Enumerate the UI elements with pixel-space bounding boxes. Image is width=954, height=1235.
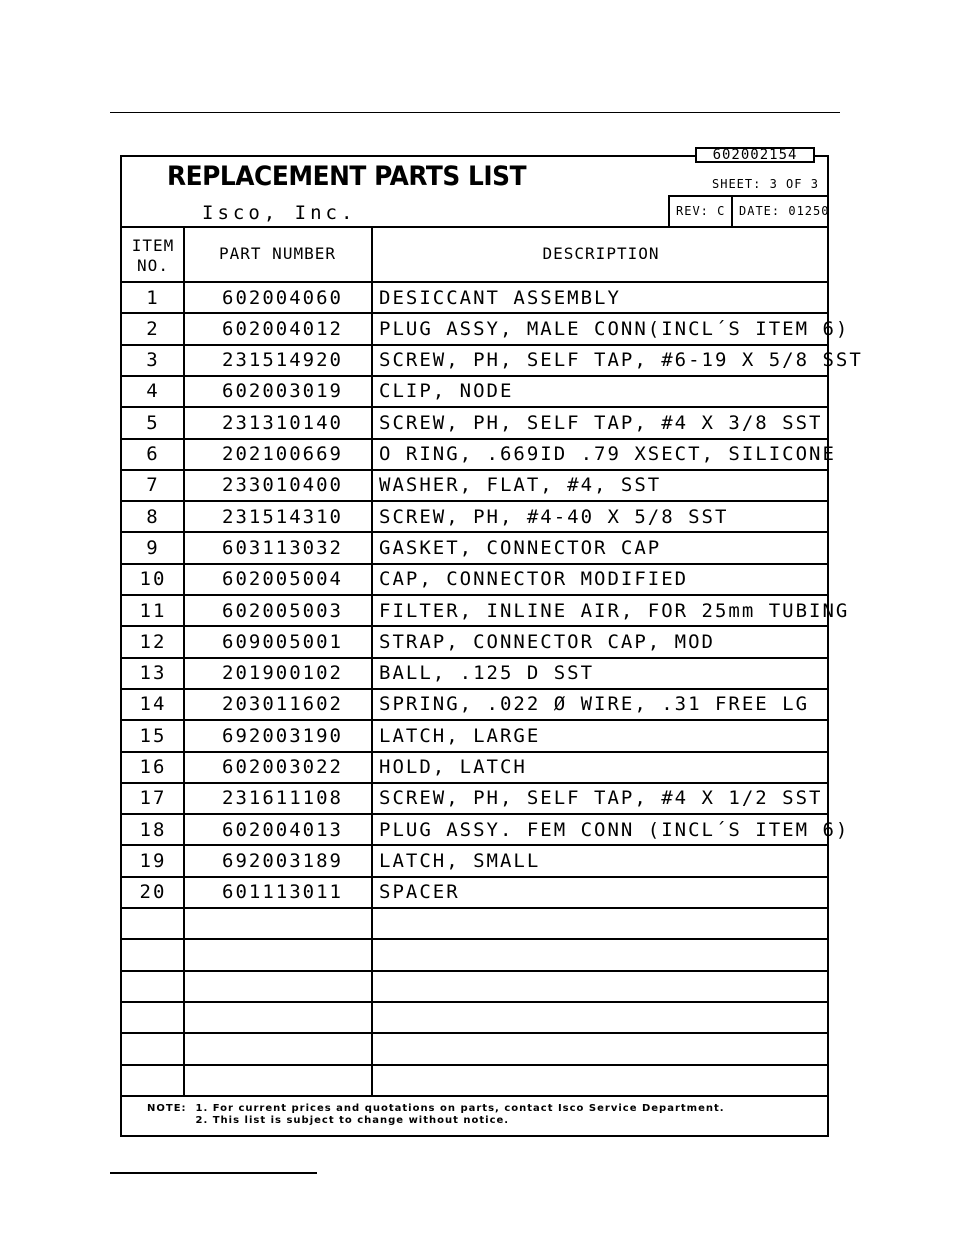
page-title: REPLACEMENT PARTS LIST: [167, 161, 527, 192]
document-number: 602002154: [695, 147, 815, 163]
rev-date-divider: [731, 195, 733, 226]
part-number: 602004013: [222, 818, 343, 841]
part-number: 602004060: [222, 286, 343, 309]
row-border: [122, 938, 827, 940]
item-number: 5: [146, 411, 160, 434]
part-description: FILTER, INLINE AIR, FOR 25mm TUBING: [379, 599, 850, 622]
item-number: 19: [139, 849, 167, 872]
row-border: [122, 907, 827, 909]
item-number: 8: [146, 505, 160, 528]
rev-box-top: [668, 195, 829, 197]
notes-label: NOTE:: [147, 1103, 187, 1114]
part-number: 231514920: [222, 349, 343, 372]
part-description: STRAP, CONNECTOR CAP, MOD: [379, 630, 715, 653]
note-1: 1. For current prices and quotations on parts, contact Isco Service Department.: [195, 1103, 725, 1114]
date-label: DATE: 01250: [739, 204, 830, 218]
part-number: 603113032: [222, 536, 343, 559]
row-border: [122, 1001, 827, 1003]
part-description: LATCH, SMALL: [379, 849, 541, 872]
item-number: 7: [146, 474, 160, 497]
item-number: 13: [139, 662, 167, 685]
part-number: 609005001: [222, 630, 343, 653]
part-description: HOLD, LATCH: [379, 756, 527, 778]
item-number: 10: [139, 568, 167, 591]
part-number: 602005004: [222, 568, 343, 591]
part-number: 602003019: [222, 380, 343, 403]
item-number: 18: [139, 818, 167, 841]
table-top-border: [122, 226, 827, 228]
notes: [147, 1103, 725, 1127]
item-number: 3: [146, 349, 160, 372]
part-number: 201900102: [222, 662, 343, 685]
item-number: 15: [139, 724, 167, 747]
part-description: PLUG ASSY. FEM CONN (INCL´S ITEM 6): [379, 818, 850, 841]
sheet-number: SHEET: 3 OF 3: [712, 177, 819, 191]
item-number: 1: [146, 286, 160, 309]
part-description: SPRING, .022 Ø WIRE, .31 FREE LG: [379, 693, 810, 716]
part-description: PLUG ASSY, MALE CONN(INCL´S ITEM 6): [379, 317, 850, 340]
part-description: GASKET, CONNECTOR CAP: [379, 536, 662, 559]
item-number: 12: [139, 630, 167, 653]
row-border: [122, 970, 827, 972]
part-number: 602005003: [222, 599, 343, 622]
part-number: 231310140: [222, 411, 343, 434]
part-number: 602004012: [222, 317, 343, 340]
col-header-description: DESCRIPTION: [542, 244, 660, 263]
part-description: DESICCANT ASSEMBLY: [379, 286, 621, 309]
top-rule: [110, 112, 840, 113]
row-border: [122, 1095, 827, 1097]
item-number: 20: [139, 881, 167, 904]
part-description: SCREW, PH, SELF TAP, #6-19 X 5/8 SST: [379, 349, 863, 372]
item-number: 11: [139, 599, 167, 622]
col-header-item: [122, 236, 184, 276]
row-border: [122, 1032, 827, 1034]
part-number: 202100669: [222, 443, 343, 465]
part-description: O RING, .669ID .79 XSECT, SILICONE: [379, 443, 836, 465]
item-number: 4: [146, 380, 160, 403]
item-number: 16: [139, 756, 167, 778]
item-number: 14: [139, 693, 167, 716]
item-number: 9: [146, 536, 160, 559]
part-description: SCREW, PH, #4-40 X 5/8 SST: [379, 505, 729, 528]
rev-box-left: [668, 195, 670, 226]
part-description: BALL, .125 D SST: [379, 662, 595, 685]
part-description: LATCH, LARGE: [379, 724, 541, 747]
part-number: 601113011: [222, 881, 343, 904]
col-header-item-line2: NO.: [137, 256, 169, 275]
part-number: 692003190: [222, 724, 343, 747]
part-description: WASHER, FLAT, #4, SST: [379, 474, 662, 497]
parts-list-sheet: [120, 147, 863, 1137]
item-number: 17: [139, 787, 167, 810]
part-number: 203011602: [222, 693, 343, 716]
col-divider-part: [371, 226, 373, 1097]
part-description: CLIP, NODE: [379, 380, 514, 403]
part-description: SCREW, PH, SELF TAP, #4 X 1/2 SST: [379, 787, 823, 810]
company-name: Isco, Inc.: [202, 202, 357, 224]
part-description: SCREW, PH, SELF TAP, #4 X 3/8 SST: [379, 411, 823, 434]
part-number: 231611108: [222, 787, 343, 810]
row-border: [122, 1064, 827, 1066]
part-number: 692003189: [222, 849, 343, 872]
revision-label: REV: C: [676, 204, 726, 218]
part-description: SPACER: [379, 881, 460, 904]
part-number: 231514310: [222, 505, 343, 528]
part-number: 602003022: [222, 756, 343, 778]
col-header-part-number: PART NUMBER: [219, 244, 336, 263]
item-number: 2: [146, 317, 160, 340]
footnote-rule: [110, 1172, 317, 1174]
note-2: 2. This list is subject to change without notice.: [195, 1115, 510, 1126]
part-description: CAP, CONNECTOR MODIFIED: [379, 568, 689, 591]
item-number: 6: [146, 443, 160, 465]
col-header-item-line1: ITEM: [131, 236, 175, 255]
part-number: 233010400: [222, 474, 343, 497]
